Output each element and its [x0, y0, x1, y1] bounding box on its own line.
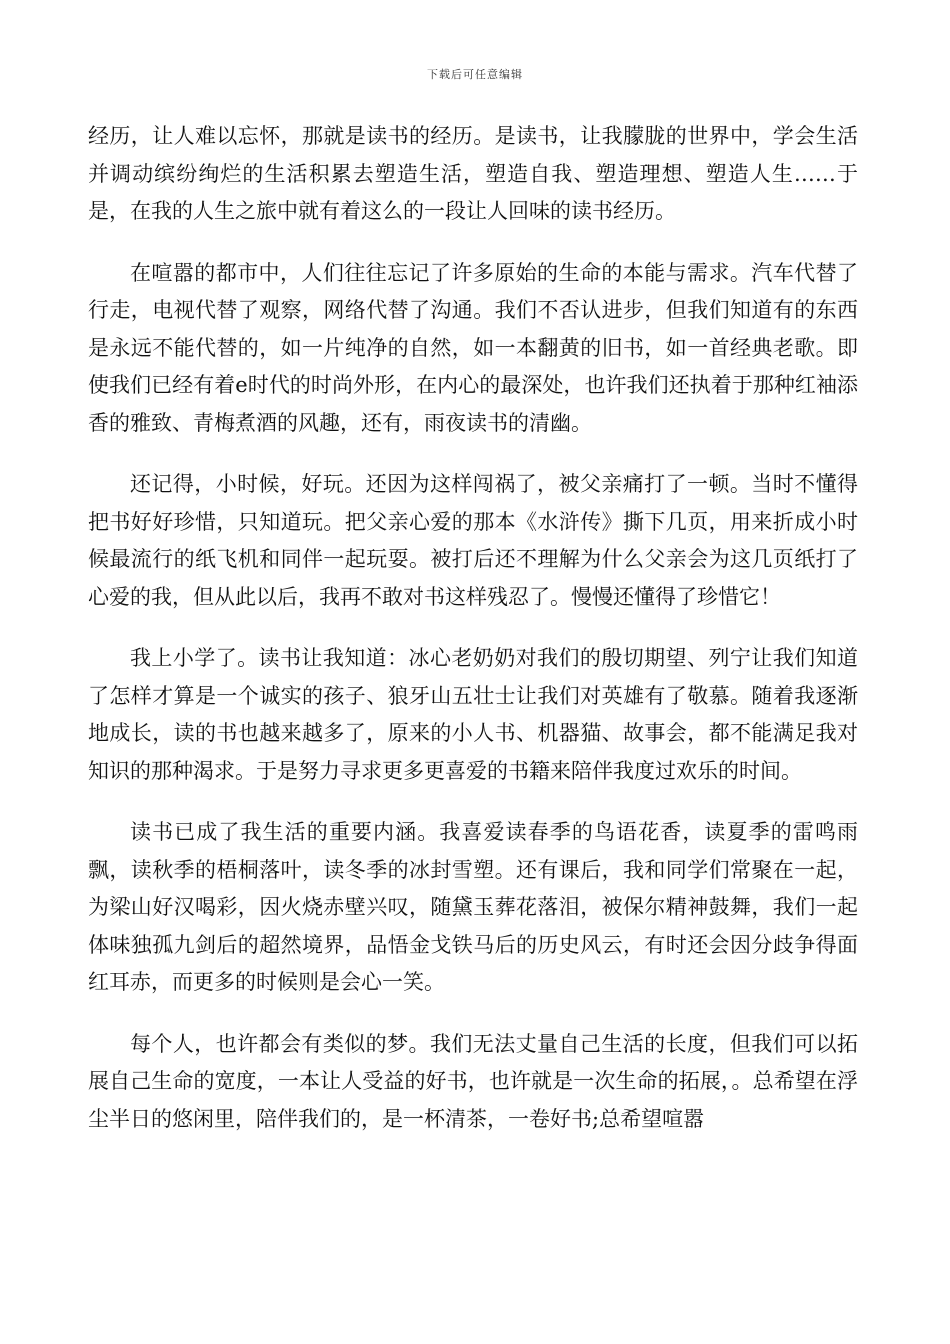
paragraph-2: 在喧嚣的都市中，人们往往忘记了许多原始的生命的本能与需求。汽车代替了行走，电视代替了观察，网络代替了沟通。我们不否认进步，但我们知道有的东西是永远不能代替的，如一片纯净的自然，如一本翻黄的旧书，如一首经典老歌。即使我们已经有着e时代的时尚外形，在内心的最深处，也许我们还执着于那种红袖添香的雅致、青梅煮酒的风趣，还有，雨夜读书的清幽。 [88, 260, 858, 435]
document-body [88, 118, 858, 1162]
paragraph-3: 还记得，小时候，好玩。还因为这样闯祸了，被父亲痛打了一顿。当时不懂得把书好好珍惜，只知道玩。把父亲心爱的那本《水浒传》撕下几页，用来折成小时候最流行的纸飞机和同伴一起玩耍。被打后还不理解为什么父亲会为这几页纸打了心爱的我，但从此以后，我再不敢对书这样残忍了。慢慢还懂得了珍惜它！ [88, 472, 858, 609]
paragraph-1: 经历，让人难以忘怀，那就是读书的经历。是读书，让我朦胧的世界中，学会生活并调动缤纷绚烂的生活积累去塑造生活，塑造自我、塑造理想、塑造人生……于是，在我的人生之旅中就有着这么的一段让人回味的读书经历。 [88, 124, 858, 223]
paragraph-6: 每个人，也许都会有类似的梦。我们无法丈量自己生活的长度，但我们可以拓展自己生命的宽度，一本让人受益的好书，也许就是一次生命的拓展，。总希望在浮尘半日的悠闲里，陪伴我们的，是一杯清茶，一卷好书;总希望喧嚣 [88, 1031, 858, 1131]
paragraph-4: 我上小学了。读书让我知道：冰心老奶奶对我们的殷切期望、列宁让我们知道了怎样才算是一个诚实的孩子、狼牙山五壮士让我们对英雄有了敬慕。随着我逐渐地成长，读的书也越来越多了，原来的小人书、机器猫、故事会，都不能满足我对知识的那种渴求。于是努力寻求更多更喜爱的书籍来陪伴我度过欢乐的时间。 [88, 646, 858, 783]
page-header: 下载后可任意编辑 [427, 68, 523, 81]
paragraph-5: 读书已成了我生活的重要内涵。我喜爱读春季的鸟语花香，读夏季的雷鸣雨飘，读秋季的梧桐落叶，读冬季的冰封雪塑。还有课后，我和同学们常聚在一起，为梁山好汉喝彩，因火烧赤壁兴叹，随黛玉葬花落泪，被保尔精神鼓舞，我们一起体味独孤九剑后的超然境界，品悟金戈铁马后的历史风云，有时还会因分歧争得面红耳赤，而更多的时候则是会心一笑。 [88, 820, 858, 994]
